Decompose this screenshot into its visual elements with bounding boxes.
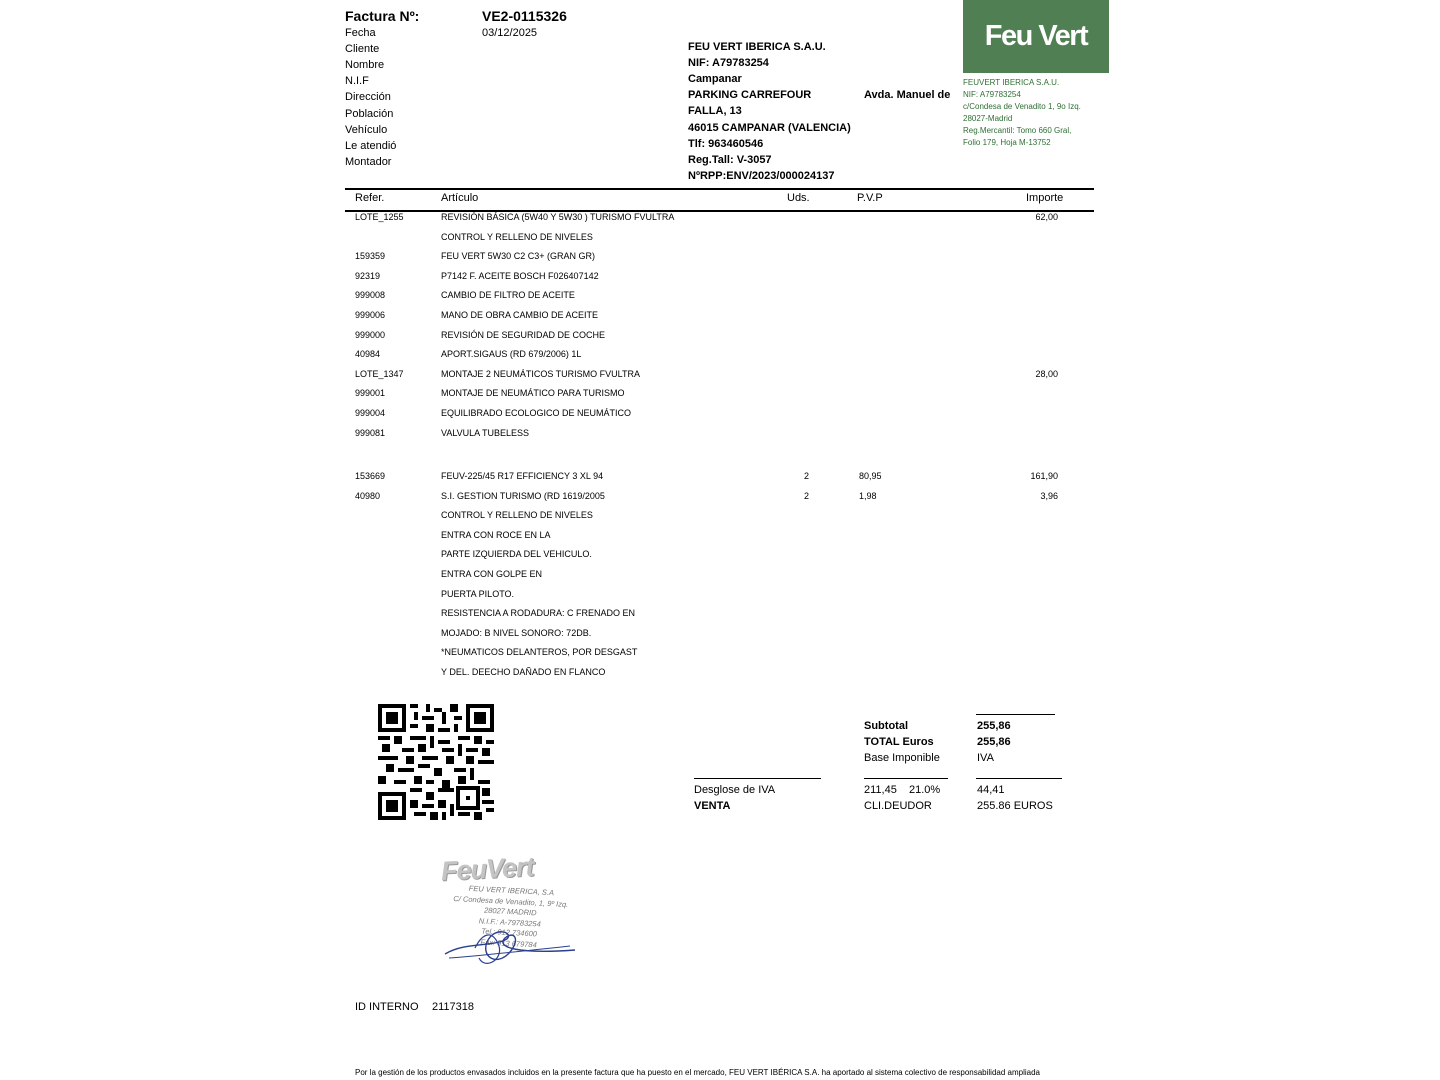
invoice-number: VE2-0115326 xyxy=(482,8,567,24)
company-stamp xyxy=(435,852,585,977)
label-vehiculo: Vehículo xyxy=(345,124,388,136)
company-reg: Reg.Tall: V-3057 xyxy=(688,154,772,166)
stamp-line: 28027 MADRID xyxy=(483,905,537,918)
label-cliente: Cliente xyxy=(345,43,380,55)
row-amount: 62,00 xyxy=(1035,212,1058,222)
table-row xyxy=(0,271,1440,287)
row-article: Y DEL. DEECHO DAÑADO EN FLANCO xyxy=(441,667,606,677)
row-article: MANO DE OBRA CAMBIO DE ACEITE xyxy=(441,310,599,320)
table-row xyxy=(0,569,1440,585)
row-article: P7142 F. ACEITE BOSCH F026407142 xyxy=(441,271,599,281)
table-row xyxy=(0,589,1440,605)
row-price: 80,95 xyxy=(859,471,882,481)
table-row xyxy=(0,290,1440,306)
table-row xyxy=(0,212,1440,228)
row-ref: 999001 xyxy=(355,388,386,398)
label-nombre: Nombre xyxy=(345,59,385,71)
row-article: PARTE IZQUIERDA DEL VEHICULO. xyxy=(441,549,592,559)
desglose-rule xyxy=(694,778,821,779)
row-units: 2 xyxy=(804,491,810,501)
logo-company-info xyxy=(963,77,1081,149)
label-poblacion: Población xyxy=(345,108,394,120)
cli-deudor-label: CLI.DEUDOR xyxy=(864,800,932,812)
label-nif: N.I.F xyxy=(345,75,369,87)
row-article: CAMBIO DE FILTRO DE ACEITE xyxy=(441,290,575,300)
row-ref: LOTE_1347 xyxy=(355,369,404,379)
base-rule xyxy=(864,778,948,779)
iva-rate: 21.0% xyxy=(909,784,941,796)
row-article: ENTRA CON ROCE EN LA xyxy=(441,530,551,540)
stamp-logo: FeuVert xyxy=(440,851,535,887)
stamp-line: Fax: 913 679784 xyxy=(480,936,538,949)
company-address-2: FALLA, 13 xyxy=(688,105,742,117)
row-ref: LOTE_1255 xyxy=(355,212,404,222)
invoice-title: Factura Nº: xyxy=(345,8,420,24)
company-name: FEU VERT IBERICA S.A.U. xyxy=(688,41,826,53)
iva-label: IVA xyxy=(977,752,994,764)
stamp-line: C/ Condesa de Venadito, 1, 9º Izq. xyxy=(453,893,569,909)
row-amount: 28,00 xyxy=(1035,369,1058,379)
row-ref: 92319 xyxy=(355,271,381,281)
stamp-line: FEU VERT IBERICA, S.A xyxy=(468,883,555,898)
desglose-iva-label: Desglose de IVA xyxy=(694,784,776,796)
row-article: REVISIÓN BÁSICA (5W40 Y 5W30 ) TURISMO FVULTRA xyxy=(441,212,675,222)
col-header-ref: Refer. xyxy=(355,192,385,204)
company-rpp: NºRPP:ENV/2023/000024137 xyxy=(688,170,835,182)
row-amount: 161,90 xyxy=(1030,471,1058,481)
row-article: EQUILIBRADO ECOLOGICO DE NEUMÁTICO xyxy=(441,408,632,418)
label-montador: Montador xyxy=(345,156,392,168)
table-row xyxy=(0,608,1440,624)
row-article: VALVULA TUBELESS xyxy=(441,428,530,438)
row-article: MOJADO: B NIVEL SONORO: 72DB. xyxy=(441,628,592,638)
table-row xyxy=(0,388,1440,404)
cli-deudor-value: 255.86 EUROS xyxy=(977,800,1053,812)
total-value: 255,86 xyxy=(977,736,1011,748)
internal-id-label: ID INTERNO xyxy=(355,1001,419,1013)
base-imponible-label: Base Imponible xyxy=(864,752,940,764)
logo-info-line: c/Condesa de Venadito 1, 9o Izq. xyxy=(963,102,1081,111)
row-ref: 999006 xyxy=(355,310,386,320)
table-row xyxy=(0,510,1440,526)
row-article: FEUV-225/45 R17 EFFICIENCY 3 XL 94 xyxy=(441,471,604,481)
row-article: APORT.SIGAUS (RD 679/2006) 1L xyxy=(441,349,582,359)
col-header-uds: Uds. xyxy=(787,192,810,204)
table-row xyxy=(0,491,1440,507)
iva-rule xyxy=(976,778,1062,779)
row-ref: 999008 xyxy=(355,290,386,300)
logo-text: Feu Vert xyxy=(984,20,1088,52)
row-amount: 3,96 xyxy=(1040,491,1058,501)
logo-info-line: Folio 179, Hoja M-13752 xyxy=(963,138,1051,147)
row-price: 1,98 xyxy=(859,491,877,501)
table-row xyxy=(0,647,1440,663)
table-row xyxy=(0,471,1440,487)
signature-scribble xyxy=(435,912,585,977)
table-row xyxy=(0,408,1440,424)
table-row xyxy=(0,628,1440,644)
logo-info-line: FEUVERT IBERICA S.A.U. xyxy=(963,78,1060,87)
row-article: PUERTA PILOTO. xyxy=(441,589,515,599)
table-row xyxy=(0,232,1440,248)
subtotal-value: 255,86 xyxy=(977,720,1011,732)
table-row xyxy=(0,251,1440,267)
label-atendio: Le atendió xyxy=(345,140,397,152)
row-article: ENTRA CON GOLPE EN xyxy=(441,569,543,579)
company-phone: Tlf: 963460546 xyxy=(688,138,764,150)
iva-value: 44,41 xyxy=(977,784,1005,796)
table-row xyxy=(0,310,1440,326)
table-row xyxy=(0,428,1440,444)
company-city: 46015 CAMPANAR (VALENCIA) xyxy=(688,122,851,134)
row-ref: 153669 xyxy=(355,471,386,481)
table-row xyxy=(0,549,1440,565)
footer-note: Por la gestión de los productos envasados incluidos en la presente factura que ha puesto en el mercado, FEU VERT IBÉRICA S.A. ha aportado al sistema colectivo de responsabilidad ampliada xyxy=(355,1068,1040,1077)
venta-label: VENTA xyxy=(694,800,731,812)
row-ref: 999004 xyxy=(355,408,386,418)
row-article: RESISTENCIA A RODADURA: C FRENADO EN xyxy=(441,608,636,618)
row-article: MONTAJE DE NEUMÁTICO PARA TURISMO xyxy=(441,388,625,398)
row-article: CONTROL Y RELLENO DE NIVELES xyxy=(441,232,593,242)
label-direccion: Dirección xyxy=(345,91,391,103)
table-row xyxy=(0,530,1440,546)
logo-info-line: NIF: A79783254 xyxy=(963,90,1021,99)
invoice-date: 03/12/2025 xyxy=(482,27,538,39)
stamp-line: N.I.F.: A-79783254 xyxy=(478,915,542,929)
col-header-imp: Importe xyxy=(1026,192,1064,204)
subtotal-label: Subtotal xyxy=(864,720,908,732)
qr-code xyxy=(378,704,494,820)
row-ref: 159359 xyxy=(355,251,386,261)
row-ref: 999081 xyxy=(355,428,386,438)
internal-id-value: 2117318 xyxy=(432,1001,475,1013)
total-label: TOTAL Euros xyxy=(864,736,934,748)
logo-info-line: 28027-Madrid xyxy=(963,114,1013,123)
row-article: *NEUMATICOS DELANTEROS, POR DESGAST xyxy=(441,647,638,657)
table-row xyxy=(0,667,1440,683)
label-fecha: Fecha xyxy=(345,27,376,39)
company-address-1: PARKING CARREFOUR xyxy=(688,89,812,101)
company-branch: Campanar xyxy=(688,73,742,85)
company-address-side: Avda. Manuel de xyxy=(864,89,951,101)
subtotal-rule xyxy=(976,714,1055,715)
table-row xyxy=(0,349,1440,365)
table-row xyxy=(0,330,1440,346)
logo-info-line: Reg.Mercantil: Tomo 660 Gral, xyxy=(963,126,1072,135)
row-article: REVISIÓN DE SEGURIDAD DE COCHE xyxy=(441,330,606,340)
row-ref: 40984 xyxy=(355,349,381,359)
row-article: CONTROL Y RELLENO DE NIVELES xyxy=(441,510,593,520)
table-row xyxy=(0,369,1440,385)
feuvert-logo xyxy=(963,0,1109,73)
row-article: S.I. GESTION TURISMO (RD 1619/2005 xyxy=(441,491,605,501)
row-article: FEU VERT 5W30 C2 C3+ (GRAN GR) xyxy=(441,251,595,261)
company-nif: NIF: A79783254 xyxy=(688,57,769,69)
row-ref: 40980 xyxy=(355,491,381,501)
base-value: 211,45 xyxy=(864,784,897,796)
row-article: MONTAJE 2 NEUMÁTICOS TURISMO FVULTRA xyxy=(441,369,641,379)
row-units: 2 xyxy=(804,471,810,481)
table-top-rule xyxy=(345,188,1094,190)
col-header-pvp: P.V.P xyxy=(857,192,883,204)
row-ref: 999000 xyxy=(355,330,386,340)
stamp-line: Tel.: 912 734600 xyxy=(481,926,538,939)
col-header-art: Artículo xyxy=(441,192,479,204)
